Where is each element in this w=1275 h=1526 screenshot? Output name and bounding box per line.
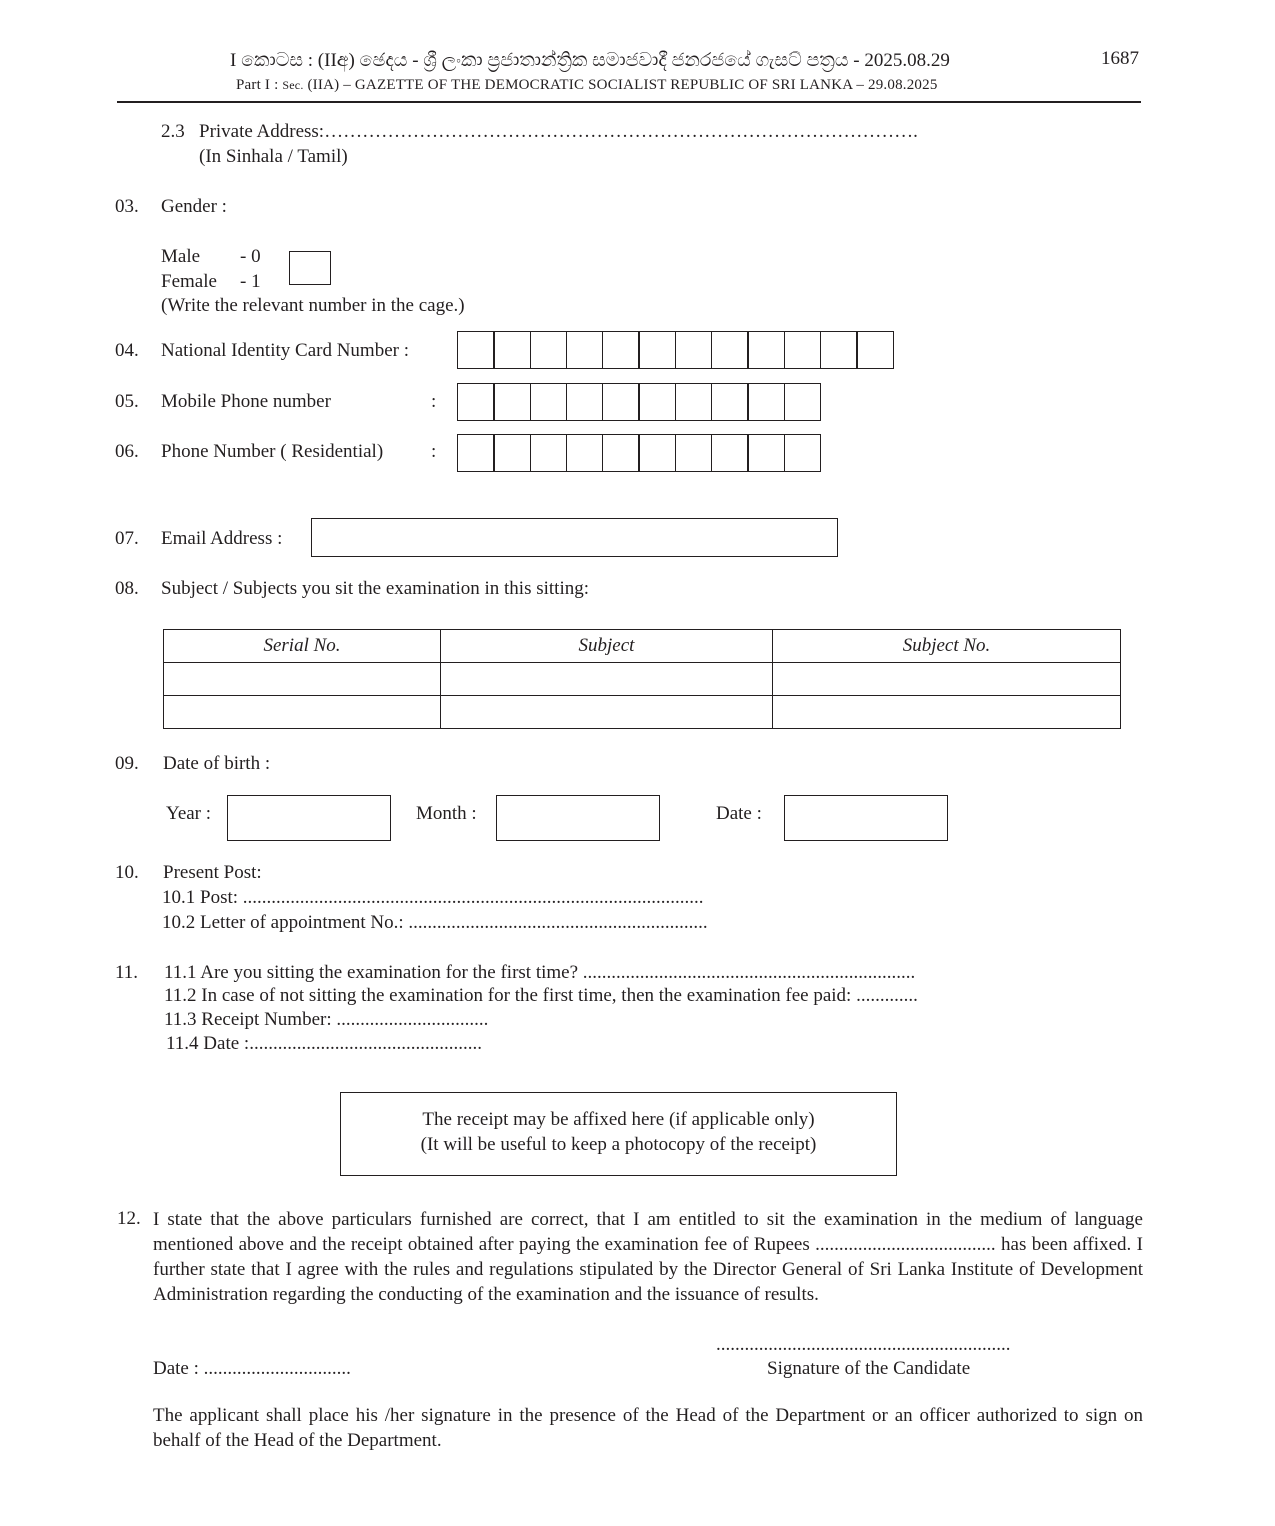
residential-cell[interactable] bbox=[711, 434, 749, 472]
female-code: - 1 bbox=[240, 271, 261, 292]
residential-cell[interactable] bbox=[530, 434, 568, 472]
table-row bbox=[164, 663, 1121, 696]
first-time-question: 11.1 Are you sitting the examination for the first time? ...................................................................... bbox=[164, 962, 916, 983]
nic-cell[interactable] bbox=[530, 331, 568, 369]
dob-date-input[interactable] bbox=[784, 795, 948, 841]
nic-cell[interactable] bbox=[675, 331, 713, 369]
table-cell[interactable] bbox=[164, 696, 441, 729]
signature-label: Signature of the Candidate bbox=[767, 1358, 971, 1379]
header-rule bbox=[117, 101, 1141, 103]
present-post-num: 10. bbox=[115, 862, 139, 883]
residential-cell[interactable] bbox=[675, 434, 713, 472]
nic-cell[interactable] bbox=[856, 331, 894, 369]
dob-month-input[interactable] bbox=[496, 795, 660, 841]
gender-input-box[interactable] bbox=[289, 251, 331, 285]
dob-label: Date of birth : bbox=[163, 753, 271, 774]
private-address-num: 2.3 bbox=[161, 121, 185, 142]
present-post-label: Present Post: bbox=[163, 862, 262, 883]
mobile-input-cells[interactable] bbox=[457, 383, 821, 421]
dob-year-label: Year : bbox=[166, 803, 212, 824]
mobile-cell[interactable] bbox=[711, 383, 749, 421]
table-cell[interactable] bbox=[164, 663, 441, 696]
nic-label: National Identity Card Number : bbox=[161, 340, 409, 361]
col-serial-no: Serial No. bbox=[164, 630, 441, 663]
header-part: Part bbox=[236, 77, 261, 93]
residential-input-cells[interactable] bbox=[457, 434, 821, 472]
nic-cell[interactable] bbox=[747, 331, 785, 369]
nic-cell[interactable] bbox=[820, 331, 858, 369]
header-sec: Sec. bbox=[282, 78, 304, 92]
female-label: Female bbox=[161, 271, 217, 292]
mobile-label: Mobile Phone number bbox=[161, 391, 331, 412]
declaration-text: I state that the above particulars furnished are correct, that I am entitled to sit the examination in the medium of language mentioned above and the receipt obtained after paying the examination fee of Rupees ...................................... has been affixed. I further state that I agree with the rules and regulations stipulated by the Director General of Sri Lanka Institute of Development Administration regarding the conducting of the examination and the issuance of results. bbox=[153, 1209, 1143, 1305]
residential-cell[interactable] bbox=[784, 434, 822, 472]
col-subject: Subject bbox=[441, 630, 773, 663]
residential-cell[interactable] bbox=[493, 434, 531, 472]
gazette-header-sinhala: I කොටස : (IIඅ) ඡෙදය - ශ්‍රී ලංකා ප්‍රජාතාන්ත්‍රික සමාජවාදී ජනරජයේ ගැසට් පත්‍රය - 2025.08.29 bbox=[230, 50, 950, 71]
mobile-cell[interactable] bbox=[638, 383, 676, 421]
nic-cell[interactable] bbox=[602, 331, 640, 369]
subjects-table bbox=[163, 629, 1121, 729]
dob-num: 09. bbox=[115, 753, 139, 774]
nic-cell[interactable] bbox=[566, 331, 604, 369]
nic-cell[interactable] bbox=[711, 331, 749, 369]
residential-colon: : bbox=[431, 441, 437, 462]
dob-date-label: Date : bbox=[716, 803, 762, 824]
mobile-cell[interactable] bbox=[784, 383, 822, 421]
residential-label: Phone Number ( Residential) bbox=[161, 441, 384, 462]
private-address-note: (In Sinhala / Tamil) bbox=[199, 146, 348, 167]
signature-date-field: Date : ............................... bbox=[153, 1358, 351, 1379]
male-label: Male bbox=[161, 246, 201, 267]
gender-note: (Write the relevant number in the cage.) bbox=[161, 295, 465, 316]
gender-label: Gender : bbox=[161, 196, 227, 217]
footer-note: The applicant shall place his /her signature in the presence of the Head of the Department or an officer authorized to sign on behalf of the Head of the Department. bbox=[153, 1405, 1143, 1451]
receipt-line-2: (It will be useful to keep a photocopy of the receipt) bbox=[420, 1134, 817, 1155]
receipt-affix-box bbox=[340, 1092, 897, 1176]
present-post-field: 10.1 Post: ................................................................................................. bbox=[162, 887, 704, 908]
gazette-header-english bbox=[236, 77, 938, 94]
private-address-label: Private Address:…………………………………………………………………………………. bbox=[199, 121, 918, 142]
page-number: 1687 bbox=[1101, 48, 1139, 69]
email-label: Email Address : bbox=[161, 528, 283, 549]
residential-cell[interactable] bbox=[566, 434, 604, 472]
table-cell[interactable] bbox=[773, 663, 1121, 696]
male-code: - 0 bbox=[240, 246, 261, 267]
mobile-cell[interactable] bbox=[747, 383, 785, 421]
nic-input-cells[interactable] bbox=[457, 331, 894, 369]
receipt-line-1: The receipt may be affixed here (if applicable only) bbox=[422, 1109, 815, 1130]
appointment-letter-field: 10.2 Letter of appointment No.: ............................................................... bbox=[162, 912, 708, 933]
mobile-cell[interactable] bbox=[530, 383, 568, 421]
email-num: 07. bbox=[115, 528, 139, 549]
residential-cell[interactable] bbox=[457, 434, 495, 472]
residential-cell[interactable] bbox=[602, 434, 640, 472]
header-part-num: I : bbox=[264, 77, 279, 93]
header-rest: (IIA) – GAZETTE OF THE DEMOCRATIC SOCIALIST REPUBLIC OF SRI LANKA – 29.08.2025 bbox=[307, 77, 938, 93]
dob-month-label: Month : bbox=[416, 803, 477, 824]
dob-year-input[interactable] bbox=[227, 795, 391, 841]
table-row bbox=[164, 696, 1121, 729]
subjects-header-row bbox=[164, 630, 1121, 663]
declaration-num: 12. bbox=[117, 1208, 141, 1229]
nic-cell[interactable] bbox=[457, 331, 495, 369]
mobile-cell[interactable] bbox=[602, 383, 640, 421]
nic-num: 04. bbox=[115, 340, 139, 361]
table-cell[interactable] bbox=[773, 696, 1121, 729]
nic-cell[interactable] bbox=[638, 331, 676, 369]
nic-cell[interactable] bbox=[493, 331, 531, 369]
receipt-number-field: 11.3 Receipt Number: ................................ bbox=[164, 1009, 489, 1030]
residential-cell[interactable] bbox=[638, 434, 676, 472]
mobile-cell[interactable] bbox=[457, 383, 495, 421]
mobile-colon: : bbox=[431, 391, 437, 412]
subjects-label: Subject / Subjects you sit the examination in this sitting: bbox=[161, 578, 590, 599]
receipt-date-field: 11.4 Date :................................................. bbox=[166, 1033, 482, 1054]
mobile-cell[interactable] bbox=[493, 383, 531, 421]
gender-num: 03. bbox=[115, 196, 139, 217]
mobile-cell[interactable] bbox=[566, 383, 604, 421]
subjects-num: 08. bbox=[115, 578, 139, 599]
col-subject-no: Subject No. bbox=[773, 630, 1121, 663]
email-input-box[interactable] bbox=[311, 518, 838, 557]
fee-paid-question: 11.2 In case of not sitting the examination for the first time, then the examination fee paid: ............. bbox=[164, 985, 918, 1006]
signature-dots: .............................................................. bbox=[716, 1334, 1011, 1355]
residential-cell[interactable] bbox=[747, 434, 785, 472]
table-cell[interactable] bbox=[441, 696, 773, 729]
mobile-num: 05. bbox=[115, 391, 139, 412]
mobile-cell[interactable] bbox=[675, 383, 713, 421]
residential-num: 06. bbox=[115, 441, 139, 462]
sitting-num: 11. bbox=[115, 962, 139, 983]
nic-cell[interactable] bbox=[784, 331, 822, 369]
table-cell[interactable] bbox=[441, 663, 773, 696]
